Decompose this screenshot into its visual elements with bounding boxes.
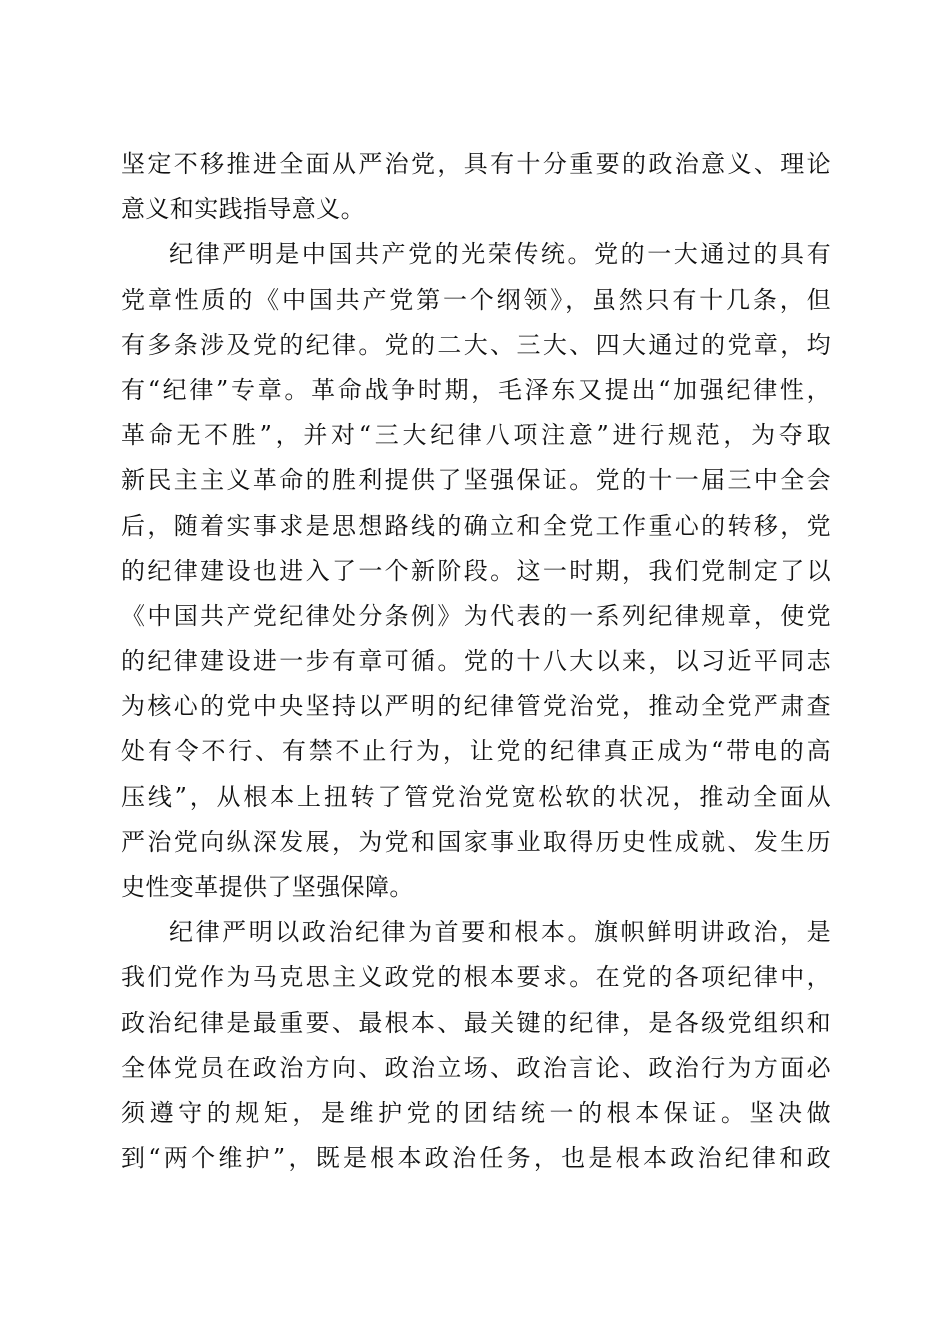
text-line: 的纪律建设进一步有章可循。党的十八大以来，以习近平同志 — [121, 647, 831, 676]
text-line: 纪律严明以政治纪律为首要和根本。旗帜鲜明讲政治，是 — [169, 918, 831, 947]
text-line: 意义和实践指导意义。 — [121, 195, 365, 224]
text-line: 我们党作为马克思主义政党的根本要求。在党的各项纪律中， — [121, 963, 831, 992]
text-line: 严治党向纵深发展，为党和国家事业取得历史性成就、发生历 — [121, 827, 831, 856]
text-line: 新民主主义革命的胜利提供了坚强保证。党的十一届三中全会 — [121, 466, 831, 495]
text-line: 史性变革提供了坚强保障。 — [121, 873, 414, 901]
paragraph-1 — [121, 142, 831, 232]
paragraph-2 — [121, 232, 831, 910]
text-line: 坚定不移推进全面从严治党，具有十分重要的政治意义、理论 — [121, 150, 831, 178]
text-line: 后，随着实事求是思想路线的确立和全党工作重心的转移，党 — [121, 511, 831, 540]
text-line: 须遵守的规矩，是维护党的团结统一的根本保证。坚决做 — [121, 1098, 831, 1127]
text-line: 党章性质的《中国共产党第一个纲领》，虽然只有十几条，但 — [121, 285, 831, 314]
text-line: 政治纪律是最重要、最根本、最关键的纪律，是各级党组织和 — [121, 1008, 831, 1037]
text-line: 的纪律建设也进入了一个新阶段。这一时期，我们党制定了以 — [121, 556, 831, 585]
text-line: 到“两个维护”，既是根本政治任务，也是根本政治纪律和政 — [121, 1144, 831, 1173]
body-text — [121, 142, 831, 1181]
text-line: 为核心的党中央坚持以严明的纪律管党治党，推动全党严肃查 — [121, 692, 831, 721]
text-line: 有多条涉及党的纪律。党的二大、三大、四大通过的党章，均 — [121, 330, 831, 359]
text-line: 有“纪律”专章。革命战争时期，毛泽东又提出“加强纪律性， — [121, 375, 831, 404]
text-line: 压线”，从根本上扭转了管党治党宽松软的状况，推动全面从 — [121, 782, 831, 811]
text-line: 全体党员在政治方向、政治立场、政治言论、政治行为方面必 — [121, 1053, 831, 1082]
text-line: 革命无不胜”，并对“三大纪律八项注意”进行规范，为夺取 — [121, 421, 831, 450]
text-line: 《中国共产党纪律处分条例》为代表的一系列纪律规章，使党 — [121, 601, 831, 630]
paragraph-3 — [121, 910, 831, 1181]
text-line: 处有令不行、有禁不止行为，让党的纪律真正成为“带电的高 — [121, 737, 831, 766]
text-line: 纪律严明是中国共产党的光荣传统。党的一大通过的具有 — [169, 240, 831, 269]
